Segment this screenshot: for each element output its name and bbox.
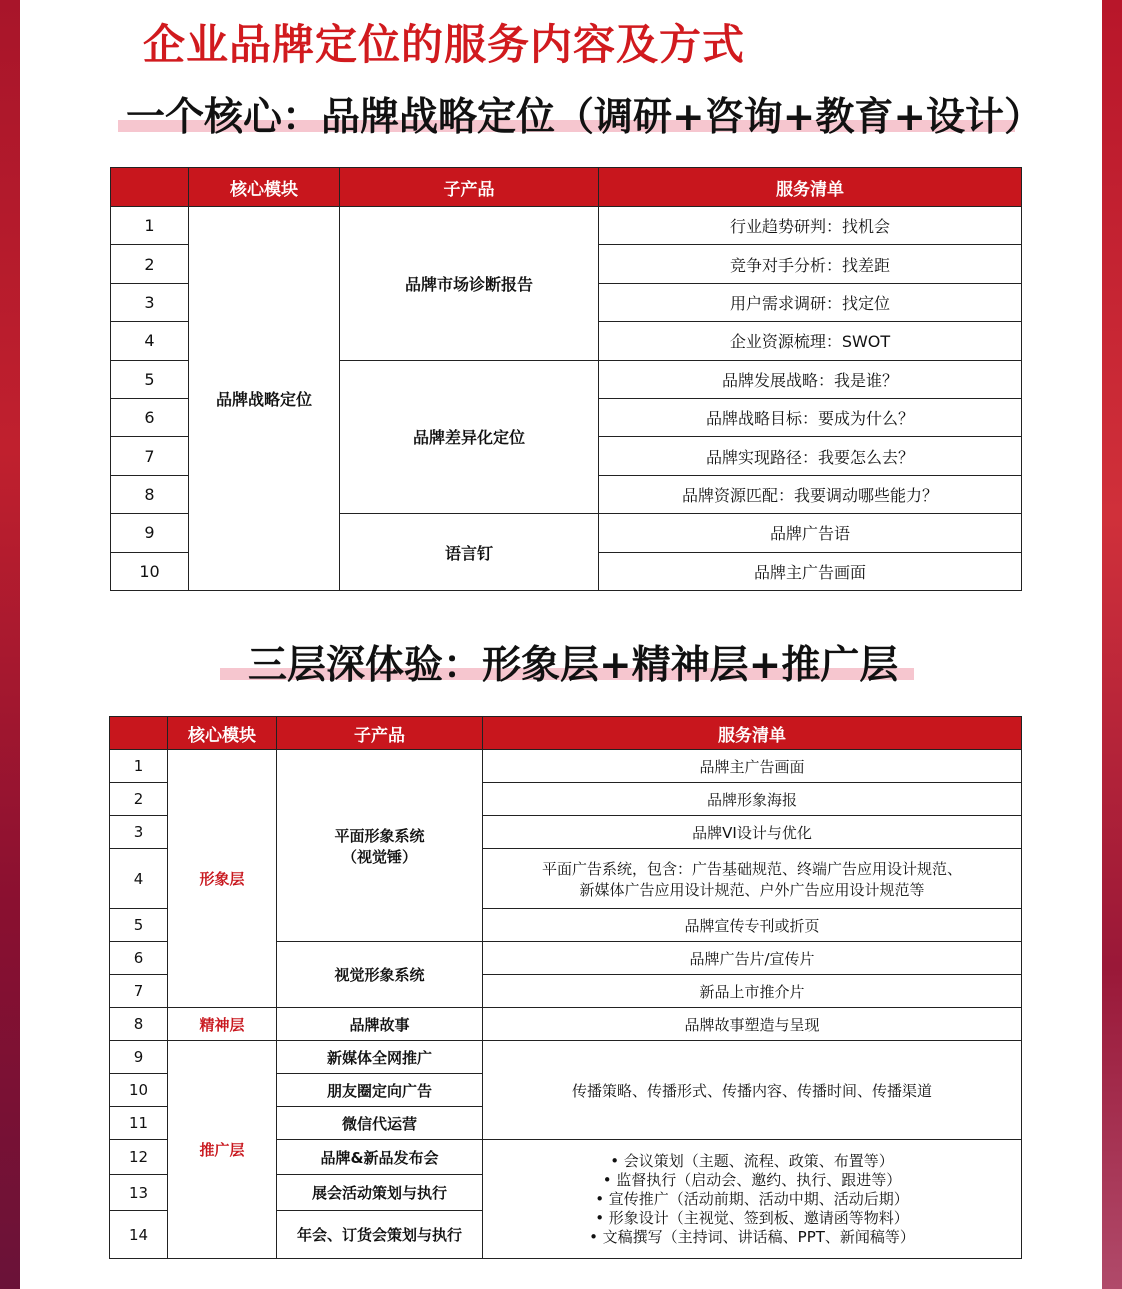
row-number: 7 — [110, 975, 168, 1008]
row-number: 12 — [110, 1140, 168, 1175]
service-cell: 品牌发展战略：我是谁？ — [599, 360, 1022, 398]
row-number: 1 — [110, 750, 168, 783]
section-title-core: 一个核心：品牌战略定位（调研+咨询+教育+设计） — [126, 95, 1044, 140]
row-number: 9 — [111, 514, 189, 552]
row-number: 11 — [110, 1107, 168, 1140]
table-header-row — [111, 168, 1022, 207]
module-cell-image-layer: 形象层 — [168, 750, 277, 1008]
header-module: 核心模块 — [189, 168, 340, 207]
service-cell: 传播策略、传播形式、传播内容、传播时间、传播渠道 — [483, 1041, 1022, 1140]
service-cell: 用户需求调研：找定位 — [599, 283, 1022, 321]
layers-table — [109, 716, 1022, 1259]
module-cell: 品牌战略定位 — [189, 207, 340, 591]
service-cell: 品牌VI设计与优化 — [483, 816, 1022, 849]
row-number: 10 — [110, 1074, 168, 1107]
row-number: 10 — [111, 552, 189, 590]
header-service: 服务清单 — [599, 168, 1022, 207]
strategy-table — [110, 167, 1022, 591]
sub-product-cell: 朋友圈定向广告 — [277, 1074, 483, 1107]
table-row — [110, 1041, 1022, 1074]
sub-product-cell — [277, 750, 483, 942]
row-number: 8 — [111, 475, 189, 513]
service-cell: 品牌主广告画面 — [599, 552, 1022, 590]
row-number: 9 — [110, 1041, 168, 1074]
header-no — [110, 717, 168, 750]
sub-product-line: （视觉锤） — [341, 847, 417, 866]
header-sub-product: 子产品 — [277, 717, 483, 750]
service-bullet: • 文稿撰写（主持词、讲话稿、PPT、新闻稿等） — [589, 1227, 915, 1246]
service-cell: 品牌形象海报 — [483, 783, 1022, 816]
row-number: 5 — [110, 909, 168, 942]
right-decorative-edge — [1102, 0, 1122, 1289]
row-number: 4 — [111, 322, 189, 360]
row-number: 1 — [111, 207, 189, 245]
table-header-row — [110, 717, 1022, 750]
row-number: 3 — [110, 816, 168, 849]
table-row — [111, 207, 1022, 245]
sub-product-cell: 品牌故事 — [277, 1008, 483, 1041]
sub-product-cell: 年会、订货会策划与执行 — [277, 1211, 483, 1259]
row-number: 14 — [110, 1211, 168, 1259]
module-cell-spirit-layer: 精神层 — [168, 1008, 277, 1041]
table-row — [110, 1008, 1022, 1041]
header-module: 核心模块 — [168, 717, 277, 750]
service-cell: 新品上市推介片 — [483, 975, 1022, 1008]
row-number: 6 — [111, 398, 189, 436]
sub-product-cell: 品牌&新品发布会 — [277, 1140, 483, 1175]
row-number: 2 — [111, 245, 189, 283]
sub-product-cell: 品牌差异化定位 — [340, 360, 599, 514]
left-decorative-edge — [0, 0, 20, 1289]
service-cell: 品牌实现路径：我要怎么去？ — [599, 437, 1022, 475]
service-cell: 品牌故事塑造与呈现 — [483, 1008, 1022, 1041]
row-number: 2 — [110, 783, 168, 816]
service-cell — [483, 849, 1022, 909]
sub-product-cell: 微信代运营 — [277, 1107, 483, 1140]
service-cell: 竞争对手分析：找差距 — [599, 245, 1022, 283]
sub-product-cell: 展会活动策划与执行 — [277, 1175, 483, 1211]
service-cell: 品牌宣传专刊或折页 — [483, 909, 1022, 942]
module-cell-promotion-layer: 推广层 — [168, 1041, 277, 1259]
service-cell: 品牌广告片/宣传片 — [483, 942, 1022, 975]
header-no — [111, 168, 189, 207]
service-bullet: • 会议策划（主题、流程、政策、布置等） — [610, 1151, 894, 1170]
service-line: 平面广告系统，包含：广告基础规范、终端广告应用设计规范、 — [541, 859, 962, 878]
sub-product-cell: 品牌市场诊断报告 — [340, 207, 599, 361]
page-title: 企业品牌定位的服务内容及方式 — [143, 20, 746, 69]
row-number: 6 — [110, 942, 168, 975]
row-number: 4 — [110, 849, 168, 909]
service-cell: 企业资源梳理：SWOT — [599, 322, 1022, 360]
table-row — [110, 750, 1022, 783]
row-number: 8 — [110, 1008, 168, 1041]
service-cell: 行业趋势研判：找机会 — [599, 207, 1022, 245]
row-number: 5 — [111, 360, 189, 398]
header-service: 服务清单 — [483, 717, 1022, 750]
section-title-layers: 三层深体验：形象层+精神层+推广层 — [248, 643, 899, 688]
row-number: 13 — [110, 1175, 168, 1211]
service-cell: 品牌资源匹配：我要调动哪些能力？ — [599, 475, 1022, 513]
sub-product-cell: 语言钉 — [340, 514, 599, 591]
sub-product-line: 平面形象系统 — [334, 826, 425, 845]
service-bullet: • 宣传推广（活动前期、活动中期、活动后期） — [595, 1189, 909, 1208]
service-cell — [483, 1140, 1022, 1259]
service-bullet: • 监督执行（启动会、邀约、执行、跟进等） — [602, 1170, 902, 1189]
service-bullet: • 形象设计（主视觉、签到板、邀请函等物料） — [595, 1208, 909, 1227]
sub-product-cell: 视觉形象系统 — [277, 942, 483, 1008]
service-cell: 品牌战略目标：要成为什么？ — [599, 398, 1022, 436]
service-line: 新媒体广告应用设计规范、户外广告应用设计规范等 — [579, 880, 925, 899]
service-cell: 品牌广告语 — [599, 514, 1022, 552]
sub-product-cell: 新媒体全网推广 — [277, 1041, 483, 1074]
header-sub-product: 子产品 — [340, 168, 599, 207]
row-number: 3 — [111, 283, 189, 321]
service-cell: 品牌主广告画面 — [483, 750, 1022, 783]
row-number: 7 — [111, 437, 189, 475]
